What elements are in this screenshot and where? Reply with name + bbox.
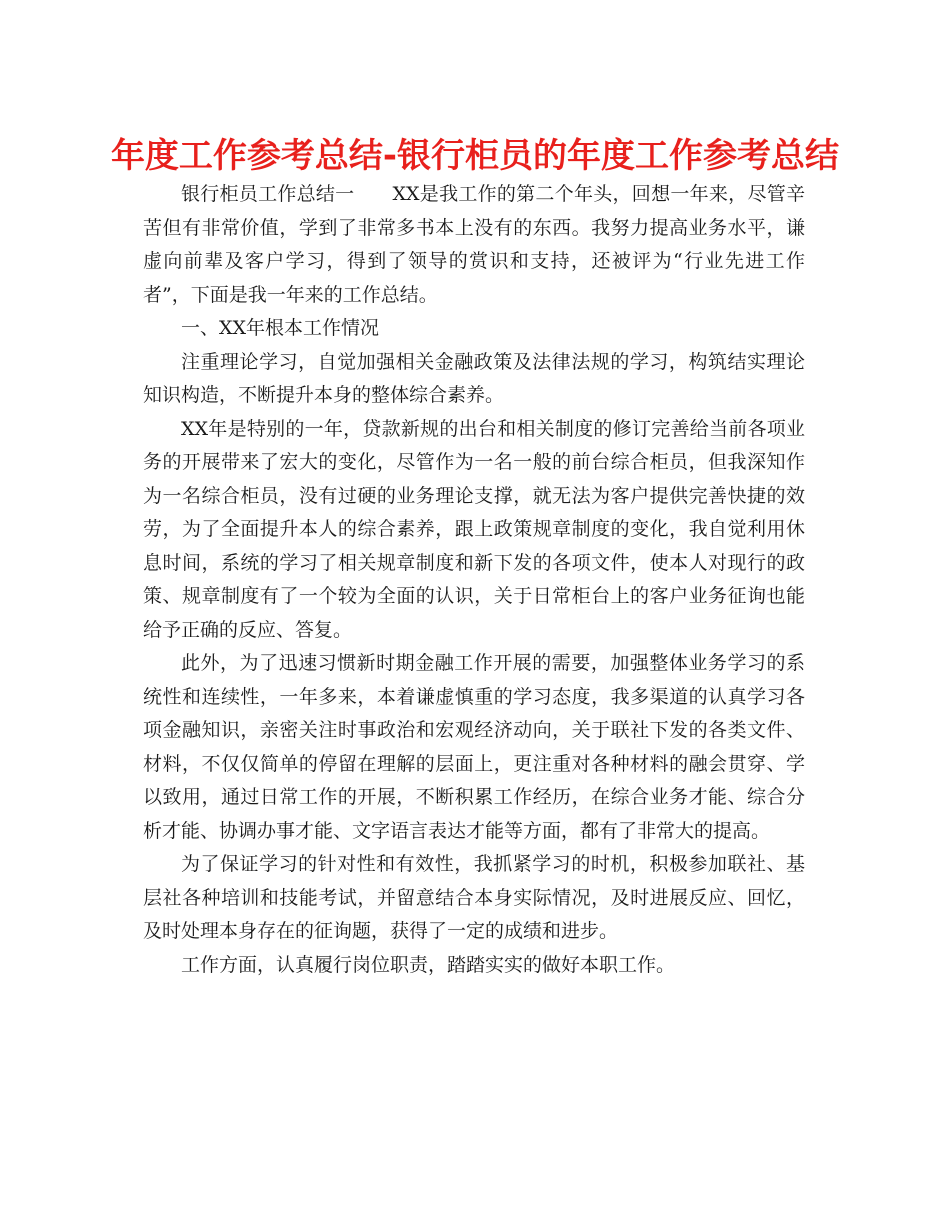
body-paragraph: 此外，为了迅速习惯新时期金融工作开展的需要，加强整体业务学习的系统性和连续性，一年多来，本着谦虚慎重的学习态度，我多渠道的认真学习各项金融知识，亲密关注时事政治和宏观经济动向，关于联社下发的各类文件、材料，不仅仅简单的停留在理解的层面上，更注重对各种材料的融会贯穿、学以致用，通过日常工作的开展，不断积累工作经历，在综合业务才能、综合分析才能、协调办事才能、文字语言表达才能等方面，都有了非常大的提高。 [143, 652, 805, 842]
section-heading: 一、XX年根本工作情况 [181, 317, 380, 339]
intro-label: 银行柜员工作总结一 [181, 183, 355, 205]
body-paragraph: 为了保证学习的针对性和有效性，我抓紧学习的时机，积极参加联社、基层社各种培训和技能考试，并留意结合本身实际情况，及时进展反应、回忆，及时处理本身存在的征询题，获得了一定的成绩和进步。 [143, 853, 805, 942]
intro-paragraph [143, 178, 805, 312]
body-paragraph: XX年是特别的一年，贷款新规的出台和相关制度的修订完善给当前各项业务的开展带来了宏大的变化，尽管作为一名一般的前台综合柜员，但我深知作为一名综合柜员，没有过硬的业务理论支撑，就无法为客户提供完善快捷的效劳，为了全面提升本人的综合素养，跟上政策规章制度的变化，我自觉利用休息时间，系统的学习了相关规章制度和新下发的各项文件，使本人对现行的政策、规章制度有了一个较为全面的认识，关于日常柜台上的客户业务征询也能给予正确的反应、答复。 [143, 417, 805, 641]
body-paragraph: 注重理论学习，自觉加强相关金融政策及法律法规的学习，构筑结实理论知识构造，不断提升本身的整体综合素养。 [143, 350, 805, 406]
document-body [143, 178, 805, 982]
document-title: 年度工作参考总结-银行柜员的年度工作参考总结 [110, 136, 840, 176]
body-paragraph: 工作方面，认真履行岗位职责，踏踏实实的做好本职工作。 [181, 953, 676, 976]
intro-text: XX是我工作的第二个年头，回想一年来，尽管辛苦但有非常价值，学到了非常多书本上没有的东西。我努力提高业务水平，谦虚向前辈及客户学习，得到了领导的赏识和支持，还被评为“行业先进工作者”，下面是我一年来的工作总结。 [143, 183, 805, 306]
